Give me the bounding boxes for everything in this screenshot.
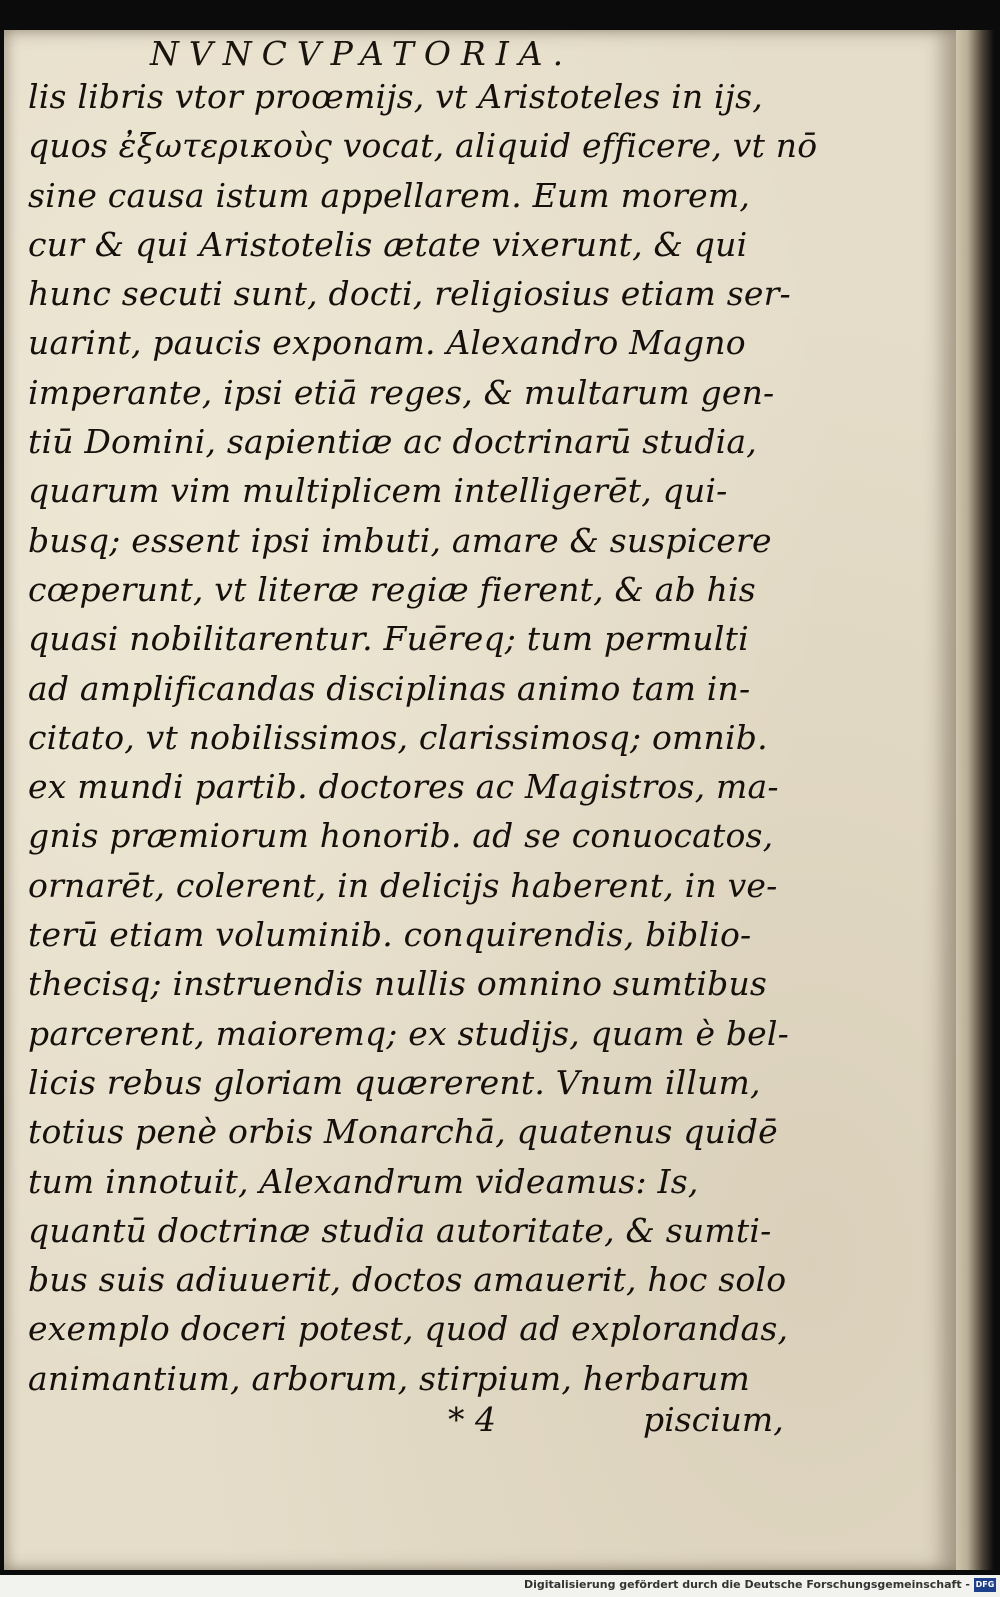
text-line: uarint, paucis exponam. Alexandro Magno [28,323,746,363]
text-line: quantū doctrinæ studia autoritate, & sumti- [28,1210,772,1250]
signature-mark: * 4 [448,1400,496,1439]
running-head: NVNCVPATORIA. [150,34,574,73]
text-line: lis libris vtor proœmijs, vt Aristoteles in ijs, [28,77,763,116]
text-line: tum innotuit, Alexandrum videamus: Is, [28,1161,699,1201]
text-line: tiū Domini, sapientiæ ac doctrinarū studia, [28,422,757,462]
text-line: animantium, arborum, stirpium, herbarum [28,1358,750,1398]
body-text [28,72,818,1403]
text-line: bus suis adiuuerit, doctos amauerit, hoc solo [28,1260,787,1300]
page-edge-shadow [956,30,994,1570]
text-line: licis rebus gloriam quærerent. Vnum illum, [28,1062,761,1102]
funding-credit: Digitalisierung gefördert durch die Deutsche Forschungsgemeinschaft - [523,1578,970,1591]
text-line: gnis præmiorum honorib. ad se conuocatos, [28,816,774,856]
text-line: cœperunt, vt literæ regiæ fierent, & ab his [28,569,756,609]
text-line: ad amplificandas disciplinas animo tam in- [28,668,751,708]
text-line: sine causa istum appellarem. Eum morem, [28,175,751,215]
text-line: terū etiam voluminib. conquirendis, biblio- [28,915,752,955]
text-line: imperante, ipsi etiā reges, & multarum gen- [28,372,775,412]
catchword: piscium, [643,1400,784,1439]
page-foot [28,1400,808,1450]
text-line: ex mundi partib. doctores ac Magistros, ma- [28,767,779,807]
text-line: citato, vt nobilissimos, clarissimosq; omnib. [28,717,768,757]
text-line: cur & qui Aristotelis ætate vixerunt, & qui [28,224,748,264]
text-line: exemplo doceri potest, quod ad explorandas, [28,1309,789,1349]
text-line: hunc secuti sunt, docti, religiosius etiam ser- [28,274,791,314]
text-line: quos ἐξωτερικοὺς vocat, aliquid efficere, vt nō [28,126,818,166]
dfg-logo: DFG [974,1578,996,1592]
digitization-footer [0,1575,1000,1597]
text-line: busq; essent ipsi imbuti, amare & suspicere [28,520,772,560]
text-line: ornarēt, colerent, in delicijs haberent, in ve- [28,865,778,905]
text-line: quasi nobilitarentur. Fuēreq; tum permulti [28,619,749,659]
text-line: quarum vim multiplicem intelligerēt, qui- [28,471,728,511]
text-line: totius penè orbis Monarchā, quatenus quidē [28,1112,778,1152]
text-line: parcerent, maioremq; ex studijs, quam è bel- [28,1013,790,1053]
text-line: thecisq; instruendis nullis omnino sumtibus [28,964,768,1004]
